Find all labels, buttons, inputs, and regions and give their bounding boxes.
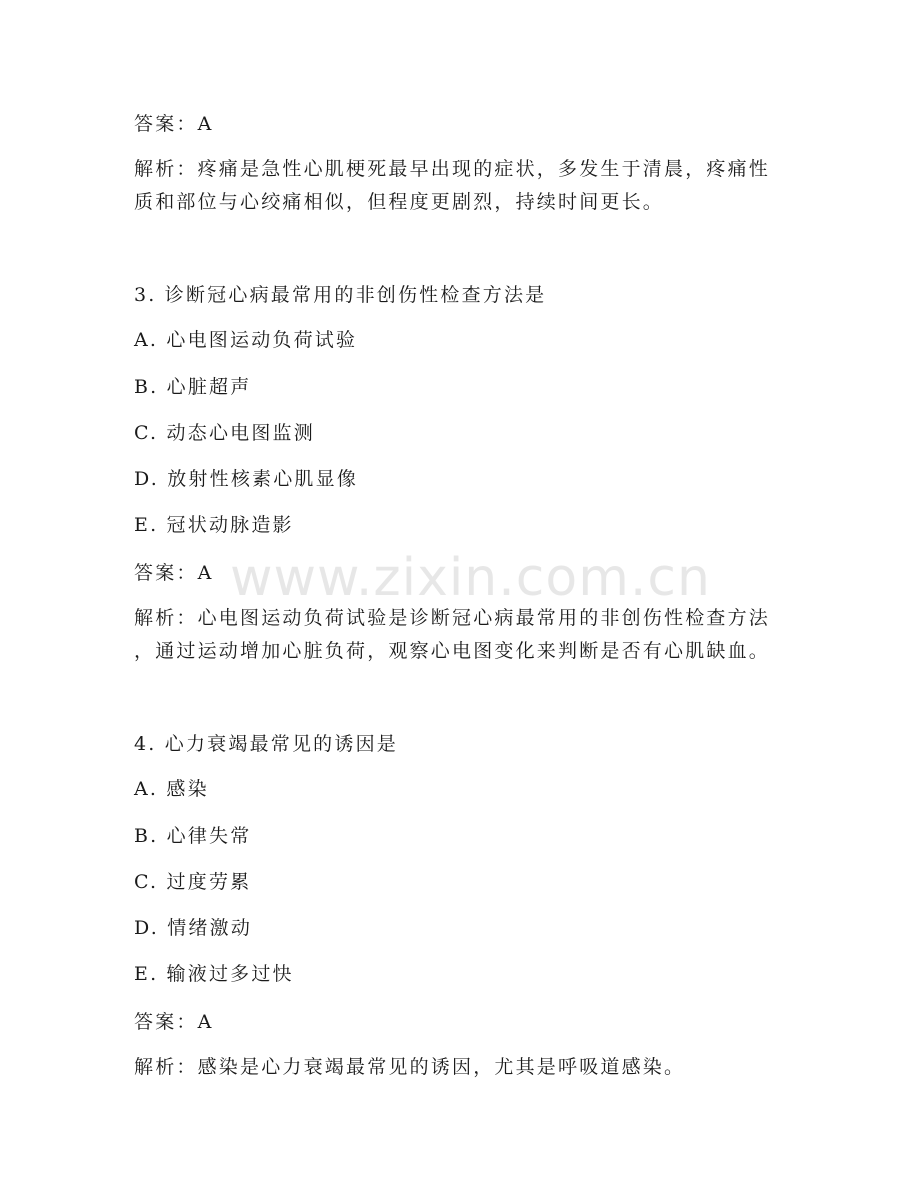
q2-analysis-line1: 解析：疼痛是急性心肌梗死最早出现的症状，多发生于清晨，疼痛性 bbox=[134, 158, 771, 180]
q4-option-e: E. 输液过多过快 bbox=[134, 963, 294, 985]
q3-option-b: B. 心脏超声 bbox=[134, 376, 252, 398]
q2-answer: 答案：A bbox=[134, 113, 214, 135]
q3-analysis-line1: 解析：心电图运动负荷试验是诊断冠心病最常用的非创伤性检查方法 bbox=[134, 607, 771, 629]
q4-option-b: B. 心律失常 bbox=[134, 825, 252, 847]
q4-option-d: D. 情绪激动 bbox=[134, 917, 253, 939]
q3-analysis-line2: ，通过运动增加心脏负荷，观察心电图变化来判断是否有心肌缺血。 bbox=[134, 640, 771, 662]
q3-option-c: C. 动态心电图监测 bbox=[134, 422, 315, 444]
q3-option-a: A. 心电图运动负荷试验 bbox=[134, 329, 358, 351]
watermark: www.zixin.com.cn bbox=[230, 548, 711, 608]
q3-option-d: D. 放射性核素心肌显像 bbox=[134, 468, 359, 490]
q3-answer: 答案：A bbox=[134, 562, 214, 584]
q3-option-e: E. 冠状动脉造影 bbox=[134, 514, 294, 536]
q4-answer: 答案：A bbox=[134, 1011, 214, 1033]
q3-question: 3. 诊断冠心病最常用的非创伤性检查方法是 bbox=[134, 284, 547, 306]
q4-question: 4. 心力衰竭最常见的诱因是 bbox=[134, 733, 398, 755]
q4-analysis-line1: 解析：感染是心力衰竭最常见的诱因，尤其是呼吸道感染。 bbox=[134, 1056, 686, 1078]
q2-analysis-line2: 质和部位与心绞痛相似，但程度更剧烈，持续时间更长。 bbox=[134, 191, 665, 213]
q4-option-a: A. 感染 bbox=[134, 778, 209, 800]
q4-option-c: C. 过度劳累 bbox=[134, 871, 252, 893]
